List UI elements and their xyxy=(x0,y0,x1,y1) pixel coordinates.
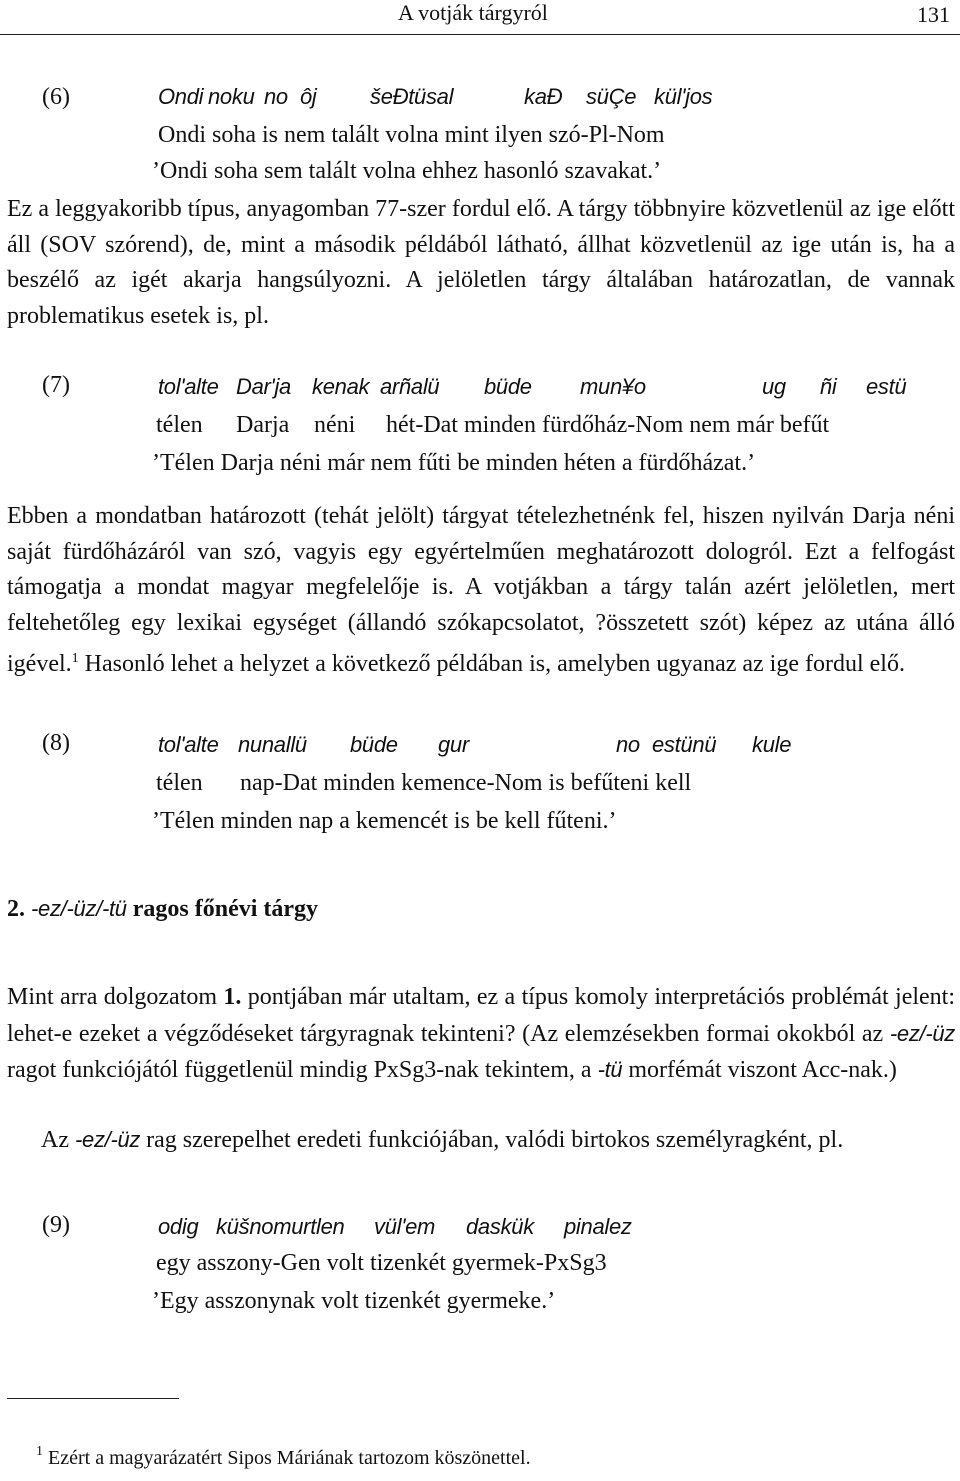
gloss-word: nap-Dat minden kemence-Nom is befűteni kell xyxy=(240,770,692,796)
source-word: gur xyxy=(438,732,469,757)
footnote-text: Ezért a magyarázatért Sipos Máriának tartozom köszönettel. xyxy=(43,1447,531,1469)
source-word: šeÐtüsal xyxy=(370,84,454,109)
running-header xyxy=(0,0,960,35)
source-word: büde xyxy=(484,374,532,399)
suffix-ref: -tü xyxy=(597,1057,623,1083)
source-word: süÇe xyxy=(586,84,637,109)
source-word: ôj xyxy=(300,84,317,109)
source-word: arñalü xyxy=(380,374,440,399)
suffix-ref: -ez/-üz xyxy=(889,1020,955,1046)
gloss-word: néni xyxy=(314,412,356,438)
source-word: vül'em xyxy=(374,1214,436,1239)
example-gloss: egy asszony-Gen volt tizenkét gyermek-PxSg3 xyxy=(156,1250,607,1276)
source-word: büde xyxy=(350,732,398,757)
source-word: odig xyxy=(158,1214,199,1239)
example-number: (7) xyxy=(42,372,70,398)
source-word: noku xyxy=(208,84,255,109)
paragraph-text: ragot funkciójától függetlenül mindig PxSg3-nak tekintem, a xyxy=(7,1057,598,1084)
source-word: kaÐ xyxy=(524,84,563,109)
source-word: ñi xyxy=(820,374,837,399)
source-word: kenak xyxy=(312,374,370,399)
paragraph-text: Hasonló lehet a helyzet a következő példában is, amelyben ugyanaz az ige fordul elő. xyxy=(78,651,905,678)
example-translation: ’Egy asszonynak volt tizenkét gyermeke.’ xyxy=(152,1288,556,1314)
section-heading xyxy=(7,896,318,923)
footnote-number: 1 xyxy=(36,1444,43,1459)
section-suffix: -ez/-üz/-tü xyxy=(31,896,127,921)
source-word: kule xyxy=(752,732,792,757)
section-title: ragos főnévi tárgy xyxy=(132,896,319,922)
paragraph-text: Mint arra dolgozatom xyxy=(7,984,224,1010)
example-translation: ’Télen Darja néni már nem fűti be minden héten a fürdőházat.’ xyxy=(152,450,756,476)
gloss-word: hét-Dat minden fürdőház-Nom nem már befűt xyxy=(386,412,830,438)
source-word: tol'alte xyxy=(158,732,219,757)
source-word: Ondi xyxy=(158,84,204,109)
source-word: estü xyxy=(866,374,907,399)
footnote-separator xyxy=(7,1398,179,1399)
paragraph-text: rag szerepelhet eredeti funkciójában, valódi birtokos személyragként, pl. xyxy=(140,1127,844,1153)
source-word: pinalez xyxy=(564,1214,632,1239)
paragraph-3 xyxy=(7,980,955,1089)
source-word: daskük xyxy=(466,1214,534,1239)
section-ref: 1. xyxy=(223,984,242,1010)
source-word: kül'jos xyxy=(654,84,713,109)
page-number: 131 xyxy=(917,2,950,27)
example-translation: ’Ondi soha sem talált volna ehhez hasonló szavakat.’ xyxy=(152,158,662,184)
source-word: ug xyxy=(762,374,786,399)
source-word: tol'alte xyxy=(158,374,219,399)
source-word: mun¥o xyxy=(580,374,646,399)
suffix-ref: -ez/-üz xyxy=(74,1127,141,1152)
source-word: no xyxy=(264,84,288,109)
example-translation: ’Télen minden nap a kemencét is be kell fűteni.’ xyxy=(152,808,617,834)
source-word: Dar'ja xyxy=(236,374,291,399)
paragraph-1: Ez a leggyakoribb típus, anyagomban 77-szer fordul elő. A tárgy többnyire közvetlenül az ige előtt áll (SOV szórend), de, mint a második példából látható, állhat közvetlenül az ige után is, ha a beszélő az igét akarja hangsúlyozni. A jelöletlen tárgy általában határozatlan, de vannak problematikus esetek is, pl. xyxy=(7,196,955,329)
paragraph-text: pontjában már utaltam, ez a típus komoly interpretációs problémát jelent: lehet-e ezeket a végződéseket tárgyragnak tekinteni? (Az elemzésekben formai okokból az xyxy=(7,984,956,1047)
footnote xyxy=(36,1444,531,1470)
gloss-word: télen xyxy=(156,770,203,796)
paragraph-text: Ebben a mondatban határozott (tehát jelölt) tárgyat tételezhetnénk fel, hiszen nyilván Darja néni saját fürdőházáról van szó, vagyis egy egyértelműen meghatározott dologról. Ezt a felfogást támogatja a mondat magyar megfelelője is. A votjákban a tárgy talán azért jelöletlen, mert feltehetőleg egy lexikai egységet (állandó szókapcsolatot, ?összetett szót) képez az utána álló igével. xyxy=(7,503,955,678)
example-gloss: Ondi soha is nem talált volna mint ilyen szó-Pl-Nom xyxy=(158,122,665,148)
example-number: (9) xyxy=(42,1212,70,1238)
source-word: nunallü xyxy=(238,732,307,757)
source-word: küšnomurtlen xyxy=(216,1214,345,1239)
footnote-ref: 1 xyxy=(71,651,79,667)
source-word: no xyxy=(616,732,640,757)
running-title: A votják tárgyról xyxy=(398,0,548,25)
paragraph-4 xyxy=(7,1122,955,1159)
paragraph-2 xyxy=(7,499,955,683)
gloss-word: télen xyxy=(156,412,203,438)
source-word: estünü xyxy=(652,732,717,757)
paragraph-text: morfémát viszont Acc-nak.) xyxy=(622,1057,897,1084)
paragraph-text: Az xyxy=(41,1127,75,1153)
section-number: 2. xyxy=(7,896,25,922)
example-number: (8) xyxy=(42,730,70,756)
gloss-word: Darja xyxy=(236,412,290,438)
example-number: (6) xyxy=(42,84,70,110)
